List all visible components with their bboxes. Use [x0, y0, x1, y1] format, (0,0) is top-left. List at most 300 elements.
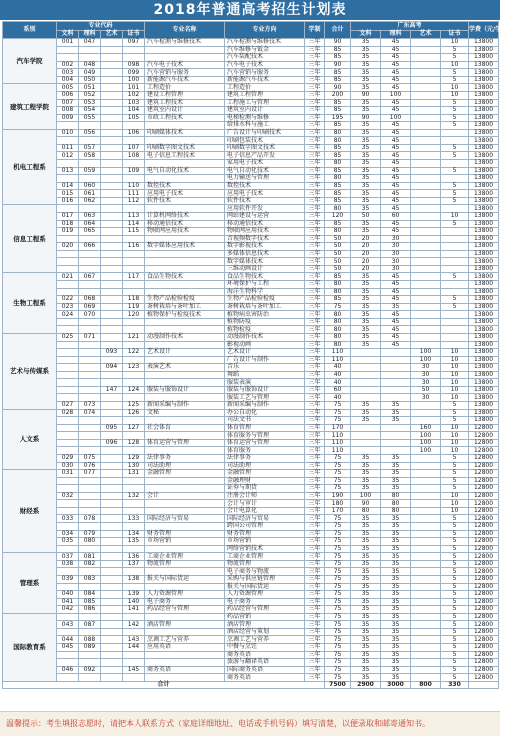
major-direction-cell: 音视频数字技术 — [225, 235, 305, 243]
duration-cell: 三年 — [305, 84, 325, 92]
fee-cell: 12800 — [469, 500, 499, 508]
fee-cell: 13800 — [469, 175, 499, 183]
code-like-cell: 084 — [79, 591, 101, 599]
major-direction-cell: 商务英语 — [225, 651, 305, 659]
gd-yishu-cell — [411, 152, 441, 160]
gd-yishu-cell — [411, 613, 441, 621]
code-like-cell: 060 — [79, 182, 101, 190]
gd-like-cell: 45 — [381, 137, 411, 145]
major-direction-cell: 注册会计师 — [225, 492, 305, 500]
major-direction-cell: 影视动画 — [225, 341, 305, 349]
major-name-cell: 药品经营与管理 — [145, 606, 225, 614]
code-wenke-cell: 010 — [57, 129, 79, 137]
major-direction-cell: 汽车电子技术 — [225, 61, 305, 69]
gd-zhengshu-cell — [441, 129, 469, 137]
major-name-cell: 烹调工艺与营养 — [145, 636, 225, 644]
total-cell: 85 — [325, 144, 351, 152]
total-cell: 75 — [325, 530, 351, 538]
total-cell: 75 — [325, 560, 351, 568]
duration-cell: 三年 — [305, 371, 325, 379]
fee-cell: 12800 — [469, 674, 499, 682]
gd-zhengshu-cell: 5 — [441, 538, 469, 546]
code-yishu-cell — [101, 492, 123, 500]
enrollment-plan-table — [2, 21, 513, 689]
gd-yishu-cell — [411, 273, 441, 281]
gd-zhengshu-cell: 5 — [441, 477, 469, 485]
fee-cell: 12800 — [469, 651, 499, 659]
gd-zhengshu-cell: 5 — [441, 197, 469, 205]
gd-wenke-cell — [351, 356, 381, 364]
gd-wenke-cell: 35 — [351, 220, 381, 228]
gd-zhengshu-cell — [441, 265, 469, 273]
gd-wenke-cell: 35 — [351, 485, 381, 493]
major-direction-cell: 生物产品检验检疫 — [225, 296, 305, 304]
header-guangdong-group: 广东高考 — [351, 22, 469, 31]
gd-yishu-cell — [411, 507, 441, 515]
gd-like-cell: 35 — [381, 560, 411, 568]
major-direction-cell: 服装与服饰设计 — [225, 386, 305, 394]
major-name-cell: 汽车电子技术 — [145, 61, 225, 69]
fee-cell: 12800 — [469, 507, 499, 515]
gd-wenke-cell: 35 — [351, 666, 381, 674]
major-direction-cell: 酒店管理 — [225, 621, 305, 629]
major-direction-cell: 酒店经营与策划 — [225, 628, 305, 636]
major-direction-cell: 印刷包装技术 — [225, 137, 305, 145]
gd-zhengshu-cell: 5 — [441, 628, 469, 636]
major-direction-cell: 电子商务与物流 — [225, 568, 305, 576]
code-like-cell — [79, 371, 101, 379]
gd-yishu-cell — [411, 258, 441, 266]
total-cell: 75 — [325, 621, 351, 629]
duration-cell: 三年 — [305, 386, 325, 394]
gd-yishu-cell — [411, 538, 441, 546]
fee-cell: 13800 — [469, 326, 499, 334]
code-like-cell — [79, 417, 101, 425]
gd-yishu-cell — [411, 666, 441, 674]
total-cell: 85 — [325, 220, 351, 228]
total-cell: 80 — [325, 137, 351, 145]
code-like-cell: 071 — [79, 333, 101, 341]
duration-cell: 三年 — [305, 107, 325, 115]
gd-yishu-cell — [411, 462, 441, 470]
gd-zhengshu-cell: 5 — [441, 122, 469, 130]
code-wenke-cell: 008 — [57, 107, 79, 115]
gd-wenke-cell: 35 — [351, 591, 381, 599]
major-direction-cell: 金融理财 — [225, 477, 305, 485]
fee-cell: 13800 — [469, 402, 499, 410]
total-cell: 85 — [325, 197, 351, 205]
major-direction-cell: 数字影视技术 — [225, 243, 305, 251]
gd-like-cell: 30 — [381, 265, 411, 273]
total-cell: 80 — [325, 326, 351, 334]
major-name-cell: 动漫制作技术 — [145, 333, 225, 341]
code-like-cell — [79, 439, 101, 447]
gd-like-cell — [381, 379, 411, 387]
gd-like-cell: 45 — [381, 197, 411, 205]
gd-wenke-cell: 35 — [351, 107, 381, 115]
duration-cell: 三年 — [305, 129, 325, 137]
header-code-zhengshu: 证书 — [123, 30, 145, 39]
code-like-cell: 092 — [79, 666, 101, 674]
gd-yishu-cell — [411, 523, 441, 531]
major-name-cell — [145, 507, 225, 515]
major-direction-cell: 体育服务与管理 — [225, 432, 305, 440]
duration-cell: 三年 — [305, 447, 325, 455]
code-like-cell — [79, 160, 101, 168]
table-row — [3, 144, 499, 152]
gd-wenke-cell: 35 — [351, 341, 381, 349]
gd-zhengshu-cell: 10 — [441, 492, 469, 500]
gd-wenke-cell: 35 — [351, 470, 381, 478]
gd-wenke-cell: 35 — [351, 515, 381, 523]
major-name-cell: 司法助理 — [145, 462, 225, 470]
gd-wenke-cell: 35 — [351, 205, 381, 213]
major-name-cell: 金融管理 — [145, 470, 225, 478]
gd-zhengshu-cell: 5 — [441, 674, 469, 682]
code-yishu-cell — [101, 190, 123, 198]
total-cell: 170 — [325, 424, 351, 432]
duration-cell: 三年 — [305, 122, 325, 130]
major-name-cell: 数字媒体应用技术 — [145, 243, 225, 251]
gd-yishu-cell — [411, 84, 441, 92]
code-yishu-cell — [101, 46, 123, 54]
gd-yishu-cell — [411, 296, 441, 304]
duration-cell: 三年 — [305, 507, 325, 515]
major-direction-cell: 海洋生物科学 — [225, 288, 305, 296]
code-yishu-cell — [101, 235, 123, 243]
fee-cell: 13800 — [469, 46, 499, 54]
code-wenke-cell — [57, 432, 79, 440]
code-wenke-cell — [57, 46, 79, 54]
code-yishu-cell: 147 — [101, 386, 123, 394]
gd-like-cell — [381, 386, 411, 394]
total-cell: 90 — [325, 39, 351, 47]
code-wenke-cell: 011 — [57, 144, 79, 152]
code-like-cell: 085 — [79, 598, 101, 606]
code-yishu-cell — [101, 477, 123, 485]
gd-like-cell: 30 — [381, 243, 411, 251]
code-wenke-cell — [57, 628, 79, 636]
gd-yishu-cell — [411, 129, 441, 137]
code-wenke-cell: 035 — [57, 538, 79, 546]
code-wenke-cell: 027 — [57, 402, 79, 410]
major-name-cell: 艺术设计 — [145, 349, 225, 357]
gd-yishu-cell — [411, 568, 441, 576]
duration-cell: 三年 — [305, 606, 325, 614]
gd-yishu-cell — [411, 91, 441, 99]
code-wenke-cell — [57, 250, 79, 258]
total-cell: 40 — [325, 394, 351, 402]
gd-yishu-cell — [411, 46, 441, 54]
total-cell: 75 — [325, 553, 351, 561]
gd-like-cell: 35 — [381, 568, 411, 576]
major-name-cell: 计算机网络技术 — [145, 212, 225, 220]
gd-wenke-cell: 35 — [351, 553, 381, 561]
gd-like-cell — [381, 371, 411, 379]
gd-zhengshu-cell — [441, 326, 469, 334]
major-direction-cell: 网络营销技术 — [225, 545, 305, 553]
duration-cell: 三年 — [305, 613, 325, 621]
total-cell: 75 — [325, 674, 351, 682]
code-wenke-cell — [57, 651, 79, 659]
fee-cell: 13800 — [469, 394, 499, 402]
fee-cell: 13800 — [469, 107, 499, 115]
code-zhengshu-cell: 120 — [123, 311, 145, 319]
gd-zhengshu-cell: 5 — [441, 76, 469, 84]
fee-cell: 13800 — [469, 137, 499, 145]
duration-cell: 三年 — [305, 281, 325, 289]
code-zhengshu-cell — [123, 258, 145, 266]
header-fee: 学费（元/学年） — [469, 22, 499, 39]
duration-cell: 三年 — [305, 311, 325, 319]
total-cell: 85 — [325, 190, 351, 198]
gd-wenke-cell — [351, 364, 381, 372]
duration-cell: 三年 — [305, 379, 325, 387]
code-yishu-cell — [101, 243, 123, 251]
code-wenke-cell: 024 — [57, 311, 79, 319]
major-direction-cell: 广告设计与印刷技术 — [225, 129, 305, 137]
total-cell: 50 — [325, 258, 351, 266]
code-yishu-cell — [101, 545, 123, 553]
gd-yishu-cell — [411, 606, 441, 614]
code-zhengshu-cell: 136 — [123, 553, 145, 561]
gd-like-cell — [381, 356, 411, 364]
duration-cell: 三年 — [305, 243, 325, 251]
fee-cell: 13800 — [469, 364, 499, 372]
gd-wenke-cell: 35 — [351, 318, 381, 326]
duration-cell: 三年 — [305, 46, 325, 54]
gd-like-cell: 35 — [381, 628, 411, 636]
total-cell: 80 — [325, 318, 351, 326]
gd-wenke-cell: 35 — [351, 628, 381, 636]
fee-cell: 13800 — [469, 303, 499, 311]
gd-yishu-cell — [411, 205, 441, 213]
dept-cell: 财经系 — [3, 470, 57, 553]
total-cell: 75 — [325, 409, 351, 417]
duration-cell: 三年 — [305, 288, 325, 296]
gd-wenke-cell: 35 — [351, 530, 381, 538]
table-row — [3, 228, 499, 236]
code-zhengshu-cell: 116 — [123, 243, 145, 251]
code-zhengshu-cell — [123, 523, 145, 531]
code-wenke-cell: 041 — [57, 598, 79, 606]
major-direction-cell: 电子信息产品开发 — [225, 152, 305, 160]
gd-yishu-cell — [411, 61, 441, 69]
gd-yishu-cell — [411, 402, 441, 410]
code-like-cell: 058 — [79, 152, 101, 160]
major-name-cell: 工商企业管理 — [145, 553, 225, 561]
gd-like-cell: 35 — [381, 644, 411, 652]
major-direction-cell: 数字媒体技术 — [225, 258, 305, 266]
duration-cell: 三年 — [305, 341, 325, 349]
total-cell: 85 — [325, 273, 351, 281]
duration-cell: 三年 — [305, 515, 325, 523]
gd-wenke-cell: 35 — [351, 228, 381, 236]
gd-yishu-cell: 100 — [411, 356, 441, 364]
gd-yishu-cell: 100 — [411, 349, 441, 357]
code-like-cell: 087 — [79, 621, 101, 629]
gd-like-cell: 80 — [381, 507, 411, 515]
major-direction-cell: 电气自动化技术 — [225, 167, 305, 175]
major-name-cell: 市政工程技术 — [145, 114, 225, 122]
major-direction-cell: 旅游与翻译英语 — [225, 659, 305, 667]
code-zhengshu-cell: 122 — [123, 349, 145, 357]
gd-like-cell: 45 — [381, 152, 411, 160]
header-code-yishu: 艺术 — [101, 30, 123, 39]
major-name-cell: 电气自动化技术 — [145, 167, 225, 175]
gd-yishu-cell: 160 — [411, 424, 441, 432]
code-wenke-cell: 031 — [57, 470, 79, 478]
gd-zhengshu-cell — [441, 228, 469, 236]
table-row — [3, 454, 499, 462]
major-direction-cell: 音乐 — [225, 364, 305, 372]
gd-zhengshu-cell: 5 — [441, 583, 469, 591]
code-like-cell: 082 — [79, 560, 101, 568]
gd-like-cell: 45 — [381, 220, 411, 228]
major-direction-cell: 植物防疫 — [225, 318, 305, 326]
major-direction-cell: 舞蹈 — [225, 371, 305, 379]
gd-zhengshu-cell: 5 — [441, 402, 469, 410]
code-zhengshu-cell: 130 — [123, 462, 145, 470]
major-name-cell: 印刷媒体技术 — [145, 129, 225, 137]
fee-cell: 13800 — [469, 356, 499, 364]
code-wenke-cell — [57, 371, 79, 379]
code-wenke-cell: 022 — [57, 296, 79, 304]
fee-cell: 13800 — [469, 371, 499, 379]
gd-zhengshu-cell: 10 — [441, 84, 469, 92]
major-direction-cell: 家用电子技术 — [225, 160, 305, 168]
duration-cell: 三年 — [305, 538, 325, 546]
table-row — [3, 386, 499, 394]
gd-like-cell: 45 — [381, 182, 411, 190]
code-zhengshu-cell: 143 — [123, 636, 145, 644]
code-zhengshu-cell: 108 — [123, 152, 145, 160]
total-cell: 80 — [325, 311, 351, 319]
gd-like-cell: 30 — [381, 235, 411, 243]
header-code-like: 理科 — [79, 30, 101, 39]
gd-yishu-cell — [411, 197, 441, 205]
gd-zhengshu-cell — [441, 243, 469, 251]
fee-cell: 12800 — [469, 636, 499, 644]
gd-yishu-cell — [411, 212, 441, 220]
code-wenke-cell: 004 — [57, 76, 79, 84]
total-cell: 90 — [325, 84, 351, 92]
major-name-cell: 软件技术 — [145, 197, 225, 205]
gd-like-cell: 35 — [381, 598, 411, 606]
table-row — [3, 303, 499, 311]
duration-cell: 三年 — [305, 99, 325, 107]
major-direction-cell: 药品营销 — [225, 613, 305, 621]
fee-cell: 13800 — [469, 318, 499, 326]
major-direction-cell: 茶树栽培与茶叶加工 — [225, 303, 305, 311]
total-cell: 110 — [325, 432, 351, 440]
code-yishu-cell — [101, 470, 123, 478]
code-like-cell: 056 — [79, 129, 101, 137]
gd-zhengshu-cell: 5 — [441, 144, 469, 152]
fee-cell: 12800 — [469, 606, 499, 614]
code-like-cell: 053 — [79, 99, 101, 107]
code-like-cell: 049 — [79, 69, 101, 77]
code-zhengshu-cell: 129 — [123, 454, 145, 462]
code-yishu-cell — [101, 500, 123, 508]
code-zhengshu-cell: 126 — [123, 409, 145, 417]
total-cell: 75 — [325, 402, 351, 410]
code-zhengshu-cell: 111 — [123, 190, 145, 198]
fee-cell: 12800 — [469, 515, 499, 523]
gd-yishu-cell — [411, 137, 441, 145]
total-cell: 75 — [325, 598, 351, 606]
fee-cell: 13800 — [469, 61, 499, 69]
gd-yishu-cell — [411, 545, 441, 553]
code-like-cell — [79, 341, 101, 349]
gd-wenke-cell — [351, 349, 381, 357]
fee-cell: 12800 — [469, 470, 499, 478]
total-cell: 75 — [325, 651, 351, 659]
gd-zhengshu-cell: 10 — [441, 447, 469, 455]
gd-like-cell — [381, 364, 411, 372]
gd-wenke-cell: 35 — [351, 659, 381, 667]
total-cell: 75 — [325, 477, 351, 485]
major-direction-cell: 财务管理 — [225, 530, 305, 538]
fee-cell: 12800 — [469, 523, 499, 531]
major-direction-cell: 软件技术 — [225, 197, 305, 205]
gd-wenke-cell: 35 — [351, 129, 381, 137]
major-direction-cell: 烹调工艺与营养 — [225, 636, 305, 644]
code-wenke-cell — [57, 545, 79, 553]
code-yishu-cell — [101, 122, 123, 130]
duration-cell: 三年 — [305, 197, 325, 205]
gd-yishu-cell — [411, 235, 441, 243]
code-zhengshu-cell: 112 — [123, 197, 145, 205]
total-cell: 75 — [325, 523, 351, 531]
code-yishu-cell — [101, 575, 123, 583]
fee-cell: 12800 — [469, 530, 499, 538]
major-name-cell: 电子信息工程技术 — [145, 152, 225, 160]
duration-cell: 三年 — [305, 477, 325, 485]
major-direction-cell: 人力资源管理 — [225, 591, 305, 599]
total-cell: 75 — [325, 303, 351, 311]
code-zhengshu-cell: 107 — [123, 144, 145, 152]
major-direction-cell: 药品经营与管理 — [225, 606, 305, 614]
fee-cell: 13800 — [469, 84, 499, 92]
major-direction-cell: 会计与审计 — [225, 500, 305, 508]
total-cell: 75 — [325, 591, 351, 599]
major-name-cell: 印刷数字图文技术 — [145, 144, 225, 152]
gd-like-cell: 45 — [381, 69, 411, 77]
duration-cell: 三年 — [305, 568, 325, 576]
fee-cell: 13800 — [469, 281, 499, 289]
gd-yishu-cell — [411, 160, 441, 168]
duration-cell: 三年 — [305, 349, 325, 357]
major-name-cell — [145, 318, 225, 326]
total-cell: 85 — [325, 182, 351, 190]
dept-cell: 汽车学院 — [3, 39, 57, 84]
code-like-cell: 068 — [79, 296, 101, 304]
gd-yishu-cell — [411, 591, 441, 599]
code-like-cell: 075 — [79, 454, 101, 462]
code-wenke-cell: 009 — [57, 114, 79, 122]
duration-cell: 三年 — [305, 160, 325, 168]
gd-like-cell: 35 — [381, 636, 411, 644]
code-like-cell — [79, 424, 101, 432]
code-zhengshu-cell — [123, 651, 145, 659]
table-row — [3, 666, 499, 674]
gd-like-cell: 35 — [381, 591, 411, 599]
code-wenke-cell: 039 — [57, 575, 79, 583]
fee-cell: 13800 — [469, 341, 499, 349]
gd-yishu-cell — [411, 243, 441, 251]
code-like-cell: 081 — [79, 553, 101, 561]
